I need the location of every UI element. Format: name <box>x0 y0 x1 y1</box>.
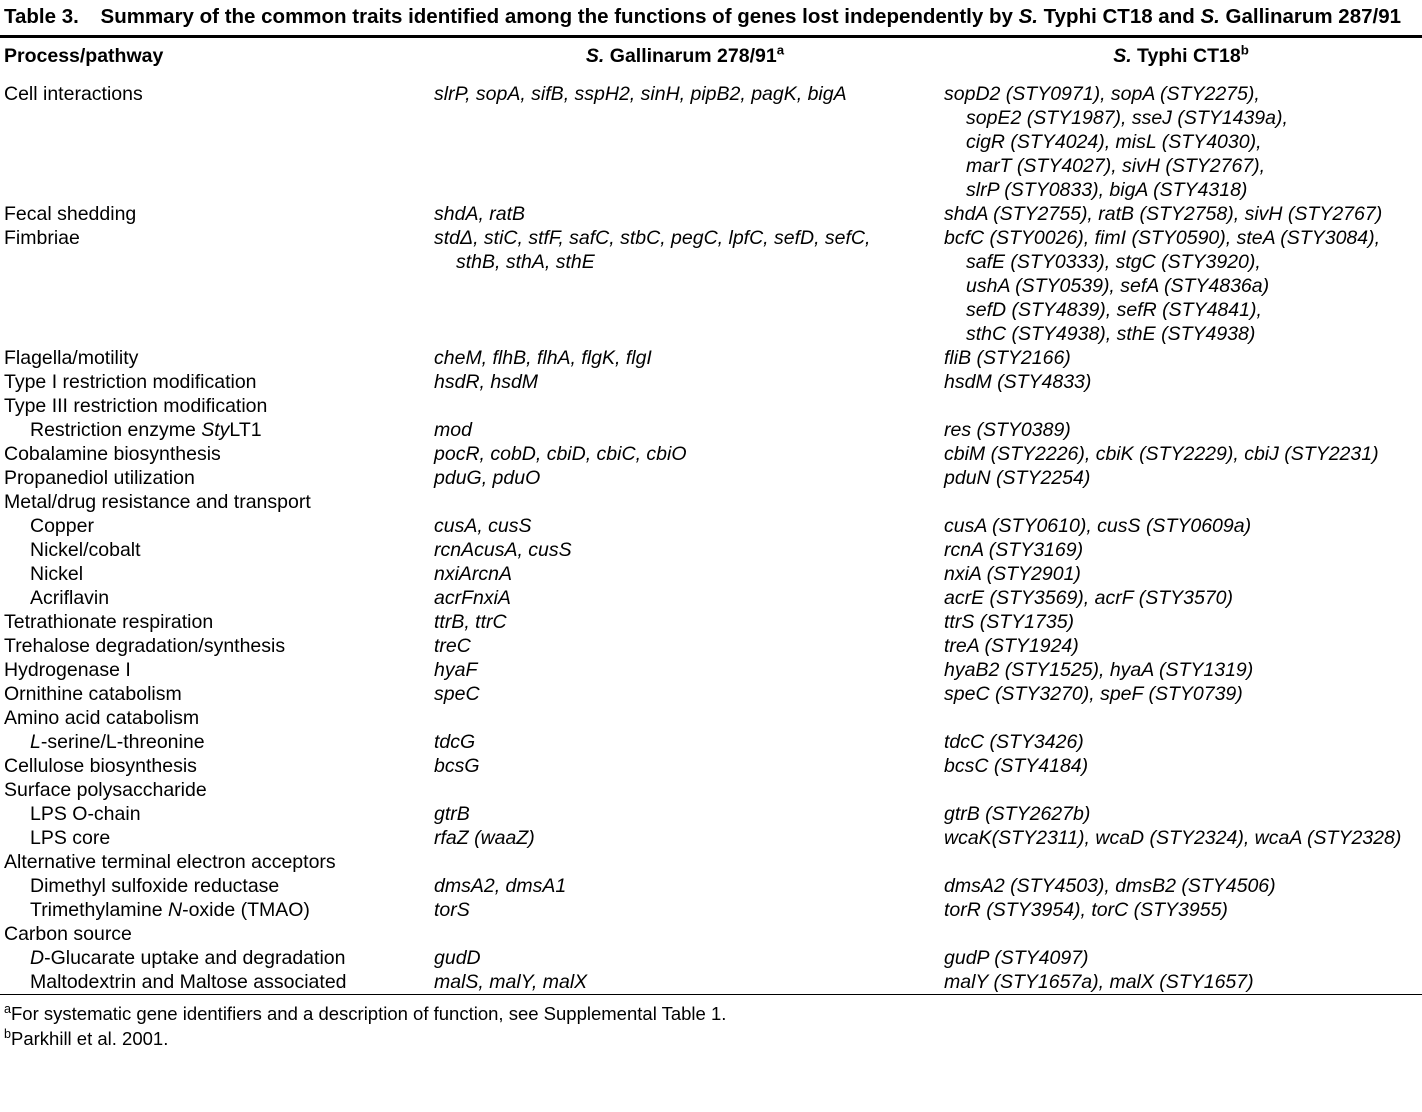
table-row <box>0 970 1422 994</box>
cell-typhi-genes <box>940 922 1422 946</box>
cell-gallinarum-genes: gtrB <box>434 803 470 825</box>
cell-typhi-genes: nxiA (STY2901) <box>944 563 1081 585</box>
cell-typhi-genes: dmsA2 (STY4503), dmsB2 (STY4506) <box>944 875 1276 897</box>
cell-process: Surface polysaccharide <box>4 779 207 801</box>
cell-typhi-genes: bcfC (STY0026), fimI (STY0590), steA (STY3084), safE (STY0333), stgC (STY3920), ushA (STY0539), sefA (STY4836a) sefD (STY4839), sefR (STY4841), sthC (STY4938), sthE (STY4938) <box>944 227 1381 345</box>
cell-typhi-genes: bcsC (STY4184) <box>944 755 1089 777</box>
cell-gallinarum-genes: gudD <box>434 947 481 969</box>
table-footnotes <box>0 995 1422 1051</box>
cell-gallinarum-genes <box>430 394 940 418</box>
cell-process: Copper <box>30 515 94 537</box>
cell-gallinarum-genes <box>430 850 940 874</box>
cell-process: Flagella/motility <box>4 347 139 369</box>
cell-process: LPS O-chain <box>30 803 141 825</box>
table-caption <box>0 0 1422 35</box>
cell-typhi-genes: hsdM (STY4833) <box>944 371 1092 393</box>
table-row <box>0 826 1422 850</box>
cell-gallinarum-genes: hyaF <box>434 659 478 681</box>
cell-process: Metal/drug resistance and transport <box>4 491 311 513</box>
cell-typhi-genes: rcnA (STY3169) <box>944 539 1084 561</box>
traits-table <box>0 38 1422 994</box>
cell-process: Acriflavin <box>30 587 110 609</box>
table-row <box>0 346 1422 370</box>
table-caption-text: Summary of the common traits identified among the functions of genes lost independently by S. Typhi CT18 and S. Gallinarum 287/91 <box>100 5 1402 28</box>
cell-gallinarum-genes: ttrB, ttrC <box>434 611 507 633</box>
cell-process: Cellulose biosynthesis <box>4 755 197 777</box>
cell-process: Dimethyl sulfoxide reductase <box>30 875 280 897</box>
cell-gallinarum-genes: slrP, sopA, sifB, sspH2, sinH, pipB2, pagK, bigA <box>434 83 847 105</box>
cell-process: Fimbriae <box>4 227 80 249</box>
table-row <box>0 730 1422 754</box>
cell-process: Ornithine catabolism <box>4 683 182 705</box>
table-row <box>0 610 1422 634</box>
cell-typhi-genes: hyaB2 (STY1525), hyaA (STY1319) <box>944 659 1254 681</box>
cell-typhi-genes: pduN (STY2254) <box>944 467 1091 489</box>
table-row <box>0 658 1422 682</box>
cell-gallinarum-genes: acrFnxiA <box>434 587 511 609</box>
table-row <box>0 442 1422 466</box>
cell-process: Fecal shedding <box>4 203 137 225</box>
cell-gallinarum-genes <box>430 778 940 802</box>
cell-typhi-genes <box>940 778 1422 802</box>
table-row <box>0 586 1422 610</box>
table-row <box>0 418 1422 442</box>
cell-typhi-genes <box>940 850 1422 874</box>
cell-process: LPS core <box>30 827 111 849</box>
cell-gallinarum-genes: pocR, cobD, cbiD, cbiC, cbiO <box>434 443 687 465</box>
column-header-process: Process/pathway <box>4 45 164 67</box>
cell-process: Cobalamine biosynthesis <box>4 443 221 465</box>
column-header-gallinarum: S. Gallinarum 278/91$^a$ <box>585 42 785 67</box>
table-row <box>0 634 1422 658</box>
cell-typhi-genes: sopD2 (STY0971), sopA (STY2275), sopE2 (STY1987), sseJ (STY1439a), cigR (STY4024), misL (STY4030), marT (STY4027), sivH (STY2767), slrP (STY0833), bigA (STY4318) <box>944 83 1288 201</box>
table-header <box>0 38 1422 76</box>
table-row <box>0 76 1422 202</box>
cell-typhi-genes <box>940 706 1422 730</box>
table-row <box>0 802 1422 826</box>
cell-gallinarum-genes <box>430 706 940 730</box>
table-row <box>0 946 1422 970</box>
cell-gallinarum-genes: bcsG <box>434 755 480 777</box>
cell-gallinarum-genes: tdcG <box>434 731 476 753</box>
cell-gallinarum-genes: shdA, ratB <box>434 203 526 225</box>
table-row <box>0 202 1422 226</box>
cell-typhi-genes: ttrS (STY1735) <box>944 611 1075 633</box>
table-row <box>0 514 1422 538</box>
table-row <box>0 754 1422 778</box>
cell-typhi-genes <box>940 394 1422 418</box>
table-row <box>0 490 1422 514</box>
cell-process: Maltodextrin and Maltose associated <box>30 971 347 993</box>
cell-gallinarum-genes: hsdR, hsdM <box>434 371 539 393</box>
cell-process: Nickel <box>30 563 84 585</box>
table-row <box>0 850 1422 874</box>
cell-typhi-genes: shdA (STY2755), ratB (STY2758), sivH (STY2767) <box>944 203 1383 225</box>
cell-gallinarum-genes: rfaZ (waaZ) <box>434 827 535 849</box>
cell-gallinarum-genes: cheM, flhB, flhA, flgK, flgI <box>434 347 652 369</box>
footnote: $^b$Parkhill et al. 2001. <box>4 1026 169 1049</box>
cell-process: Trimethylamine N-oxide (TMAO) <box>30 899 310 921</box>
table-row <box>0 922 1422 946</box>
cell-gallinarum-genes: rcnAcusA, cusS <box>434 539 572 561</box>
cell-typhi-genes: malY (STY1657a), malX (STY1657) <box>944 971 1254 993</box>
cell-gallinarum-genes: pduG, pduO <box>434 467 541 489</box>
cell-typhi-genes: cbiM (STY2226), cbiK (STY2229), cbiJ (STY2231) <box>944 443 1379 465</box>
cell-process: Amino acid catabolism <box>4 707 200 729</box>
table-row <box>0 370 1422 394</box>
table-caption-label: Table 3. <box>4 5 79 28</box>
cell-gallinarum-genes <box>430 922 940 946</box>
cell-process: Carbon source <box>4 923 132 945</box>
column-header-typhi: S. Typhi CT18$^b$ <box>1113 42 1249 67</box>
cell-gallinarum-genes: mod <box>434 419 472 441</box>
table-row <box>0 562 1422 586</box>
cell-typhi-genes: fliB (STY2166) <box>944 347 1071 369</box>
cell-typhi-genes: torR (STY3954), torC (STY3955) <box>944 899 1228 921</box>
table-row <box>0 898 1422 922</box>
table-row <box>0 874 1422 898</box>
cell-process: Cell interactions <box>4 83 143 105</box>
cell-process: Trehalose degradation/synthesis <box>4 635 286 657</box>
cell-gallinarum-genes: speC <box>434 683 480 705</box>
cell-gallinarum-genes <box>430 490 940 514</box>
cell-typhi-genes: treA (STY1924) <box>944 635 1079 657</box>
table-row <box>0 706 1422 730</box>
cell-typhi-genes: gtrB (STY2627b) <box>944 803 1091 825</box>
cell-process: Restriction enzyme StyLT1 <box>30 419 262 441</box>
footnote: $^a$For systematic gene identifiers and a description of function, see Supplemental Table 1. <box>4 1001 727 1024</box>
cell-process: Type I restriction modification <box>4 371 257 393</box>
table-row <box>0 226 1422 346</box>
table-row <box>0 778 1422 802</box>
cell-typhi-genes: cusA (STY0610), cusS (STY0609a) <box>944 515 1252 537</box>
cell-typhi-genes: tdcC (STY3426) <box>944 731 1084 753</box>
table-body <box>0 76 1422 994</box>
cell-typhi-genes <box>940 490 1422 514</box>
cell-gallinarum-genes: nxiArcnA <box>434 563 513 585</box>
cell-process: D-Glucarate uptake and degradation <box>30 947 346 969</box>
table-row <box>0 394 1422 418</box>
cell-typhi-genes: wcaK(STY2311), wcaD (STY2324), wcaA (STY2328) <box>944 827 1402 849</box>
cell-gallinarum-genes: malS, malY, malX <box>434 971 588 993</box>
table-row <box>0 538 1422 562</box>
cell-process: Propanediol utilization <box>4 467 195 489</box>
cell-process: Nickel/cobalt <box>30 539 141 561</box>
cell-gallinarum-genes: stdΔ, stiC, stfF, safC, stbC, pegC, lpfC, sefD, sefC, sthB, sthA, sthE <box>434 227 871 273</box>
cell-gallinarum-genes: treC <box>434 635 471 657</box>
cell-typhi-genes: speC (STY3270), speF (STY0739) <box>944 683 1243 705</box>
cell-gallinarum-genes: cusA, cusS <box>434 515 532 537</box>
cell-typhi-genes: acrE (STY3569), acrF (STY3570) <box>944 587 1233 609</box>
table-row <box>0 466 1422 490</box>
cell-typhi-genes: res (STY0389) <box>944 419 1071 441</box>
cell-process: L-serine/L-threonine <box>30 731 205 753</box>
cell-process: Hydrogenase I <box>4 659 131 681</box>
cell-gallinarum-genes: torS <box>434 899 470 921</box>
cell-process: Alternative terminal electron acceptors <box>4 851 336 873</box>
cell-typhi-genes: gudP (STY4097) <box>944 947 1089 969</box>
cell-process: Tetrathionate respiration <box>4 611 214 633</box>
cell-process: Type III restriction modification <box>4 395 268 417</box>
cell-gallinarum-genes: dmsA2, dmsA1 <box>434 875 567 897</box>
table-row <box>0 682 1422 706</box>
